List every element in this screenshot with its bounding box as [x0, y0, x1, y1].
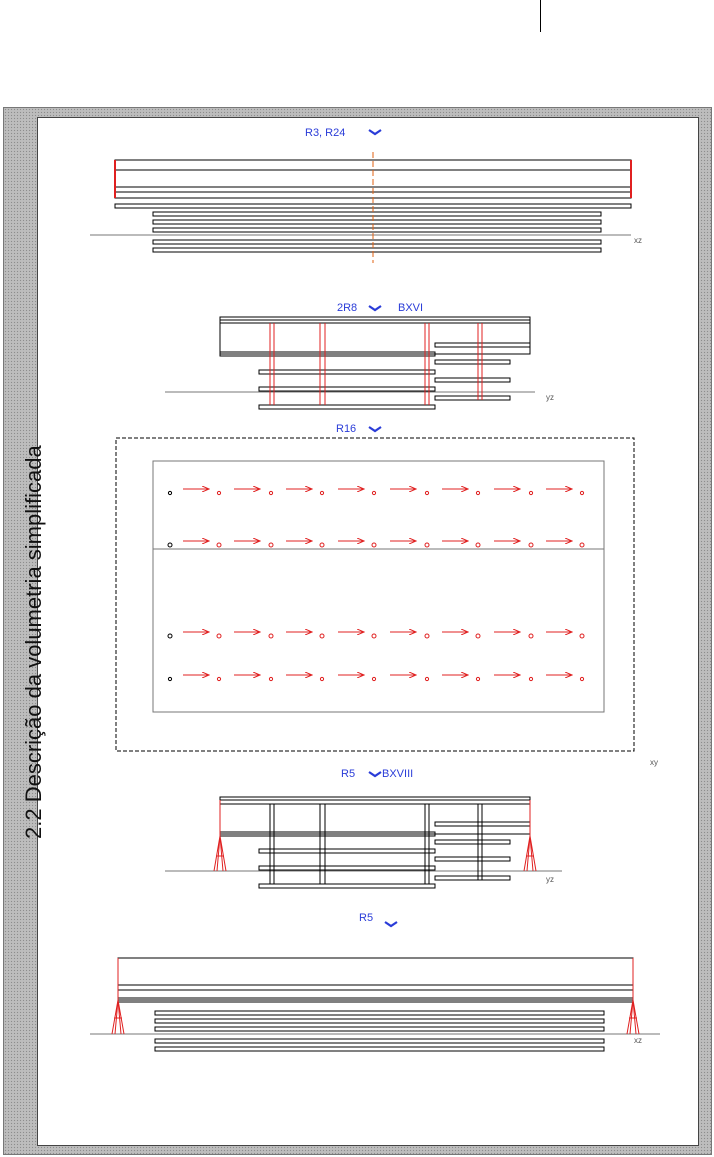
pinned-support-icon — [112, 1000, 124, 1034]
node-marker — [269, 677, 272, 680]
node-marker — [168, 634, 172, 638]
node-marker — [269, 634, 273, 638]
pinned-support-icon — [524, 836, 536, 871]
view-label-bxviii: BXVIII — [382, 768, 414, 780]
node-marker — [372, 634, 376, 638]
load-grid — [168, 489, 584, 681]
elevation-view-xz-bottom — [90, 958, 660, 1051]
view-label-r5-bottom: R5 — [359, 912, 374, 924]
elevation-view-xz-top — [90, 152, 631, 263]
node-marker — [217, 634, 221, 638]
axis-tag-xz-2: xz — [634, 1036, 642, 1045]
chevron-down-icon — [369, 130, 381, 134]
node-marker — [372, 677, 375, 680]
view-label-bxvi: BXVI — [398, 302, 424, 314]
view-label-r3-r24: R3, R24 — [305, 127, 346, 139]
node-marker — [320, 677, 323, 680]
node-marker — [529, 543, 533, 547]
node-marker — [425, 543, 429, 547]
view-label-r16: R16 — [336, 423, 357, 435]
pinned-support-icon — [627, 1000, 639, 1034]
chevron-down-icon — [369, 427, 381, 431]
axis-tag-yz-2: yz — [546, 875, 554, 884]
section-view-yz-2r8 — [165, 317, 535, 409]
chevron-down-icon — [369, 306, 381, 310]
node-marker — [217, 677, 220, 680]
node-marker — [580, 677, 583, 680]
node-marker — [217, 543, 221, 547]
node-marker — [320, 543, 324, 547]
node-marker — [476, 491, 479, 494]
node-marker — [580, 634, 584, 638]
section-title: 2.2 Descrição da volumetria simplificada — [21, 445, 46, 839]
node-marker — [168, 677, 171, 680]
section-view-yz-bxviii — [165, 797, 562, 888]
axis-tag-xz-1: xz — [634, 236, 642, 245]
node-marker — [580, 543, 584, 547]
pinned-support-icon — [214, 836, 226, 871]
node-marker — [269, 491, 272, 494]
chevron-down-icon — [385, 922, 397, 926]
view-label-r5-top: R5 — [341, 768, 356, 780]
node-marker — [320, 491, 323, 494]
view-label-2r8: 2R8 — [337, 302, 358, 314]
node-marker — [529, 491, 532, 494]
chevron-down-icon — [369, 772, 381, 776]
node-marker — [529, 677, 532, 680]
node-marker — [168, 543, 172, 547]
node-marker — [372, 491, 375, 494]
node-marker — [269, 543, 273, 547]
node-marker — [320, 634, 324, 638]
node-marker — [425, 491, 428, 494]
node-marker — [529, 634, 533, 638]
node-marker — [372, 543, 376, 547]
node-marker — [425, 634, 429, 638]
node-marker — [217, 491, 220, 494]
node-marker — [168, 491, 171, 494]
axis-tag-yz-1: yz — [546, 393, 554, 402]
node-marker — [476, 543, 480, 547]
axis-tag-xy: xy — [650, 758, 658, 767]
node-marker — [476, 634, 480, 638]
node-marker — [580, 491, 583, 494]
plan-view-xy-r16 — [116, 438, 634, 751]
node-marker — [476, 677, 479, 680]
node-marker — [425, 677, 428, 680]
